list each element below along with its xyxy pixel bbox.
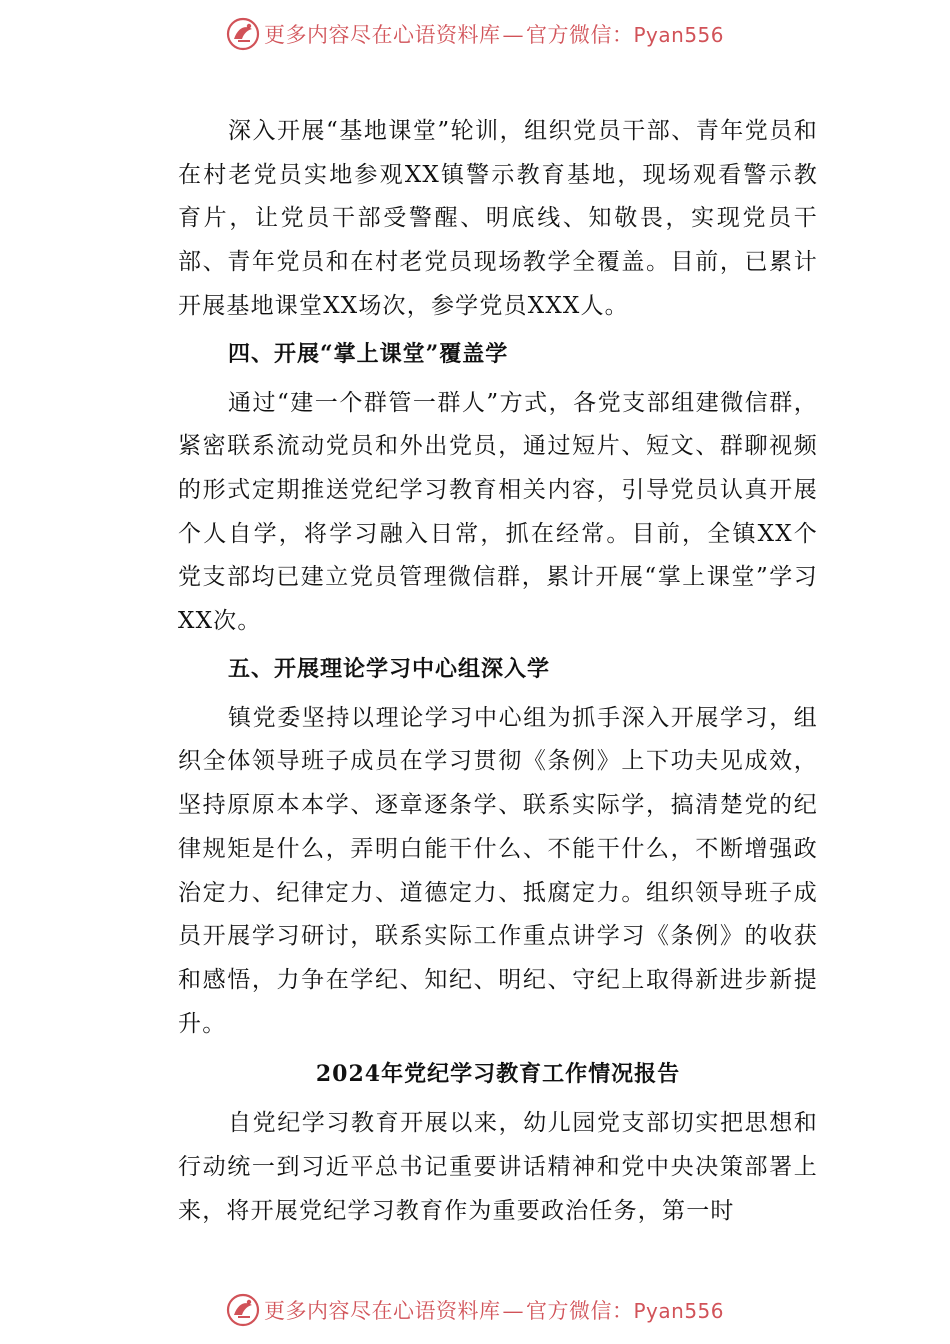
paragraph-base-classroom: 深入开展“基地课堂”轮训，组织党员干部、青年党员和在村老党员实地参观XX镇警示教育基地，现场观看警示教育片，让党员干部受警醒、明底线、知敬畏，实现党员干部、青年党员和在村老党员现场教学全覆盖。目前，已累计开展基地课堂XX场次，参学党员XXX人。: [178, 118, 818, 319]
seal-logo-icon: [226, 1293, 260, 1327]
footer-watermark-banner: [0, 1290, 950, 1330]
watermark-text: 更多内容尽在心语资料库—官方微信：Pyan556: [263, 1299, 724, 1323]
report-title: 2024年党纪学习教育工作情况报告: [315, 1060, 681, 1087]
seal-logo-icon: [226, 17, 260, 51]
paragraph-report-intro: 自党纪学习教育开展以来，幼儿园党支部切实把思想和行动统一到习近平总书记重要讲话精神和党中央决策部署上来，将开展党纪学习教育作为重要政治任务，第一时: [178, 1110, 818, 1224]
paragraph-mobile-classroom: 通过“建一个群管一群人”方式，各党支部组建微信群，紧密联系流动党员和外出党员，通过短片、短文、群聊视频的形式定期推送党纪学习教育相关内容，引导党员认真开展个人自学，将学习融入日常，抓在经常。目前，全镇XX个党支部均已建立党员管理微信群，累计开展“掌上课堂”学习XX次。: [178, 389, 818, 635]
document-body: [178, 110, 818, 1233]
section-heading-4: 四、开展“掌上课堂”覆盖学: [228, 341, 509, 368]
section-heading-5: 五、开展理论学习中心组深入学: [228, 656, 551, 683]
watermark-text: 更多内容尽在心语资料库—官方微信：Pyan556: [263, 23, 724, 47]
header-watermark-banner: [0, 14, 950, 54]
paragraph-study-group: 镇党委坚持以理论学习中心组为抓手深入开展学习，组织全体领导班子成员在学习贯彻《条例》上下功夫见成效，坚持原原本本学、逐章逐条学、联系实际学，搞清楚党的纪律规矩是什么，弄明白能干什么、不能干什么，不断增强政治定力、纪律定力、道德定力、抵腐定力。组织领导班子成员开展学习研讨，联系实际工作重点讲学习《条例》的收获和感悟，力争在学纪、知纪、明纪、守纪上取得新进步新提升。: [178, 704, 818, 1037]
